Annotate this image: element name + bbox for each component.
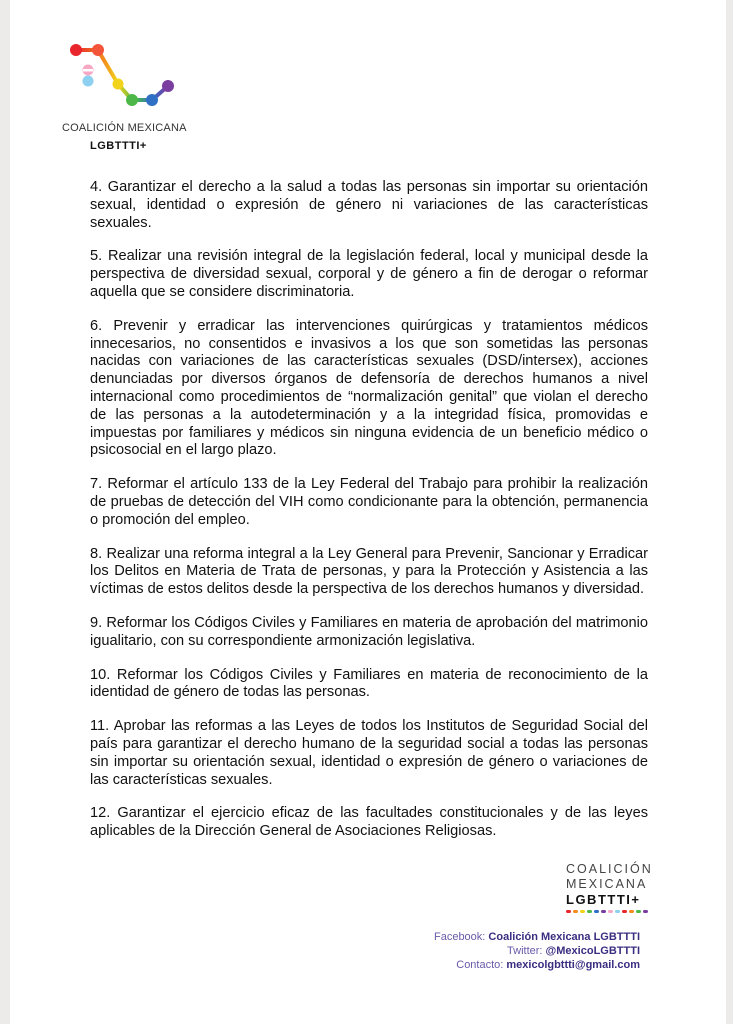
paragraph-item-11: 11. Aprobar las reformas a las Leyes de todos los Institutos de Seguridad Social del país para garantizar el derecho humano de la seguridad social a todas las personas sin importar su orientación sexual, identidad o expresión de género o variaciones de las características sexuales. [90,718,648,788]
logo-name-line2: LGBTTTI+ [90,140,147,152]
document-page [10,0,726,1024]
twitter-link[interactable]: @MexicoLGBTTTI [545,945,640,957]
facebook-line [320,930,640,944]
twitter-line [320,944,640,958]
email-link[interactable]: mexicolgbttti@gmail.com [506,959,640,971]
contact-label: Contacto: [456,959,504,971]
facebook-label: Facebook: [433,931,486,943]
document-body [90,179,648,857]
contact-line [320,958,640,972]
logo-name-line1: COALICIÓN MEXICANA [62,122,187,134]
footer-logo-line1: COALICIÓN [566,862,653,876]
paragraph-item-7: 7. Reformar el artículo 133 de la Ley Federal del Trabajo para prohibir la realización de pruebas de detección del VIH como condicionante para la obtención, permanencia o promoción del empleo. [90,476,648,528]
twitter-label: Twitter: [507,945,543,957]
footer-logo-line3: LGBTTTI+ [566,892,641,907]
rainbow-dots-icon [566,910,656,914]
paragraph-item-12: 12. Garantizar el ejercicio eficaz de las facultades constitucionales y de las leyes aplicables de la Dirección General de Asociaciones Religiosas. [90,805,648,840]
paragraph-item-5: 5. Realizar una revisión integral de la legislación federal, local y municipal desde la perspectiva de diversidad sexual, corporal y de género a fin de derogar o reformar aquella que se considere discriminatoria. [90,248,648,300]
paragraph-item-4: 4. Garantizar el derecho a la salud a todas las personas sin importar su orientación sexual, identidad o expresión de género ni variaciones de las características sexuales. [90,179,648,231]
facebook-link[interactable]: Coalición Mexicana LGBTTTI [488,931,640,943]
paragraph-item-10: 10. Reformar los Códigos Civiles y Familiares en materia de reconocimiento de la identidad de género de todas las personas. [90,666,648,701]
paragraph-item-6: 6. Prevenir y erradicar las intervenciones quirúrgicas y tratamientos médicos innecesarios, no consentidos e invasivos a los que son sometidas las personas nacidas con variaciones de las características sexuales (DSD/intersex), acciones denunciadas por diversos órganos de defensoría de derechos humanos a nivel internacional como procedimientos de “normalización genital” que violan el derecho de las personas a la autodeterminación y a la integridad física, promovidas e impuestas por familiares y médicos sin ninguna evidencia de un beneficio médico o psicosocial en el largo plazo. [90,317,648,459]
paragraph-item-8: 8. Realizar una reforma integral a la Ley General para Prevenir, Sancionar y Erradicar los Delitos en Materia de Trata de personas, y para la Protección y Asistencia a las víctimas de estos delitos desde la perspectiva de los derechos humanos y diversidad. [90,545,648,598]
paragraph-item-9: 9. Reformar los Códigos Civiles y Familiares en materia de aprobación del matrimonio igualitario, con su correspondiente armonización legislativa. [90,614,648,649]
coalition-logo [62,40,192,160]
footer-logo-line2: MEXICANA [566,877,648,891]
footer-logo [566,862,656,914]
rainbow-path-logo-icon [70,40,180,120]
contact-info [320,930,640,972]
